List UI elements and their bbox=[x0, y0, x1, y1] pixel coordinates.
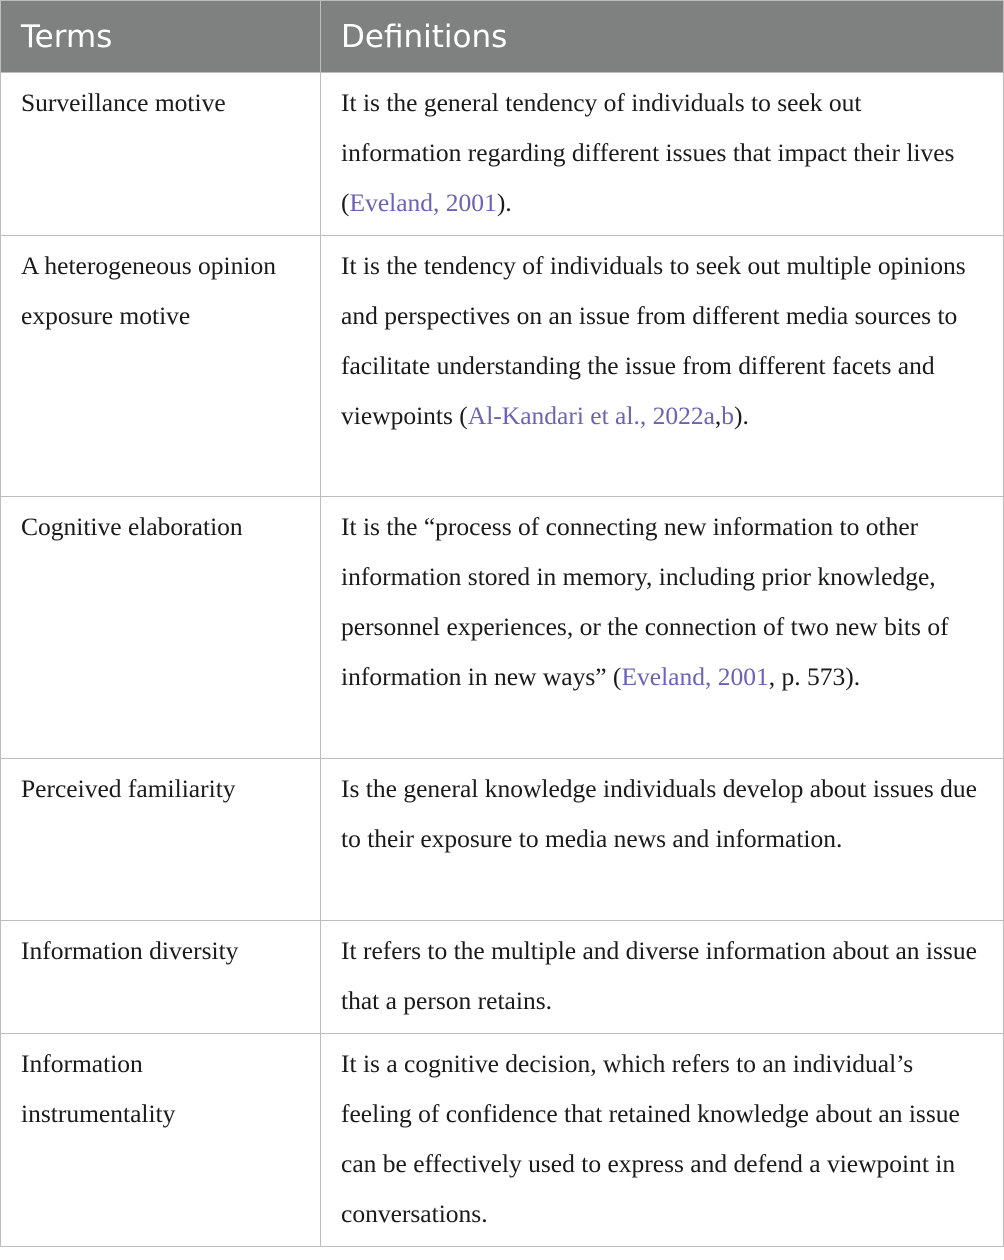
table-row bbox=[1, 1034, 1004, 1247]
citation-link[interactable]: b bbox=[721, 401, 735, 430]
term-cell: Information instrumentality bbox=[1, 1034, 321, 1247]
header-definitions: Definitions bbox=[321, 1, 1004, 73]
definition-cell bbox=[321, 497, 1004, 759]
header-terms: Terms bbox=[1, 1, 321, 73]
definition-text: ). bbox=[734, 401, 749, 430]
definition-cell bbox=[321, 73, 1004, 236]
definition-cell bbox=[321, 236, 1004, 497]
definition-text: It refers to the multiple and diverse information about an issue that a person retains. bbox=[341, 936, 977, 1015]
table-row bbox=[1, 921, 1004, 1034]
definition-text: It is the general tendency of individuals to seek out information regarding different issues that impact their lives ( bbox=[341, 88, 955, 217]
definition-text: It is the tendency of individuals to seek out multiple opinions and perspectives on an issue from different media sources to facilitate understanding the issue from different facets and viewpoints ( bbox=[341, 251, 966, 430]
definition-cell bbox=[321, 759, 1004, 921]
definition-text: , p. 573). bbox=[768, 662, 861, 691]
table-row bbox=[1, 497, 1004, 759]
citation-link[interactable]: Al-Kandari et al., 2022a bbox=[467, 401, 715, 430]
term-cell: Cognitive elaboration bbox=[1, 497, 321, 759]
citation-link[interactable]: Eveland, 2001 bbox=[621, 662, 769, 691]
definition-cell bbox=[321, 921, 1004, 1034]
table-row bbox=[1, 759, 1004, 921]
term-cell: Information diversity bbox=[1, 921, 321, 1034]
definition-text: It is a cognitive decision, which refers to an individual’s feeling of confidence that retained knowledge about an issue can be effectively used to express and defend a viewpoint in conversations. bbox=[341, 1049, 960, 1228]
table-row bbox=[1, 236, 1004, 497]
header-row bbox=[1, 1, 1004, 73]
definition-text: Is the general knowledge individuals develop about issues due to their exposure to media news and information. bbox=[341, 774, 977, 853]
definition-text: ). bbox=[496, 188, 512, 217]
term-cell: Surveillance motive bbox=[1, 73, 321, 236]
citation-link[interactable]: Eveland, 2001 bbox=[349, 188, 497, 217]
definition-cell bbox=[321, 1034, 1004, 1247]
definition-text: It is the “process of connecting new information to other information stored in memory, including prior knowledge, personnel experiences, or the connection of two new bits of information in new ways” ( bbox=[341, 512, 949, 691]
term-cell: A heterogeneous opinion exposure motive bbox=[1, 236, 321, 497]
term-cell: Perceived familiarity bbox=[1, 759, 321, 921]
table-row bbox=[1, 73, 1004, 236]
definition-text: , bbox=[714, 401, 722, 430]
